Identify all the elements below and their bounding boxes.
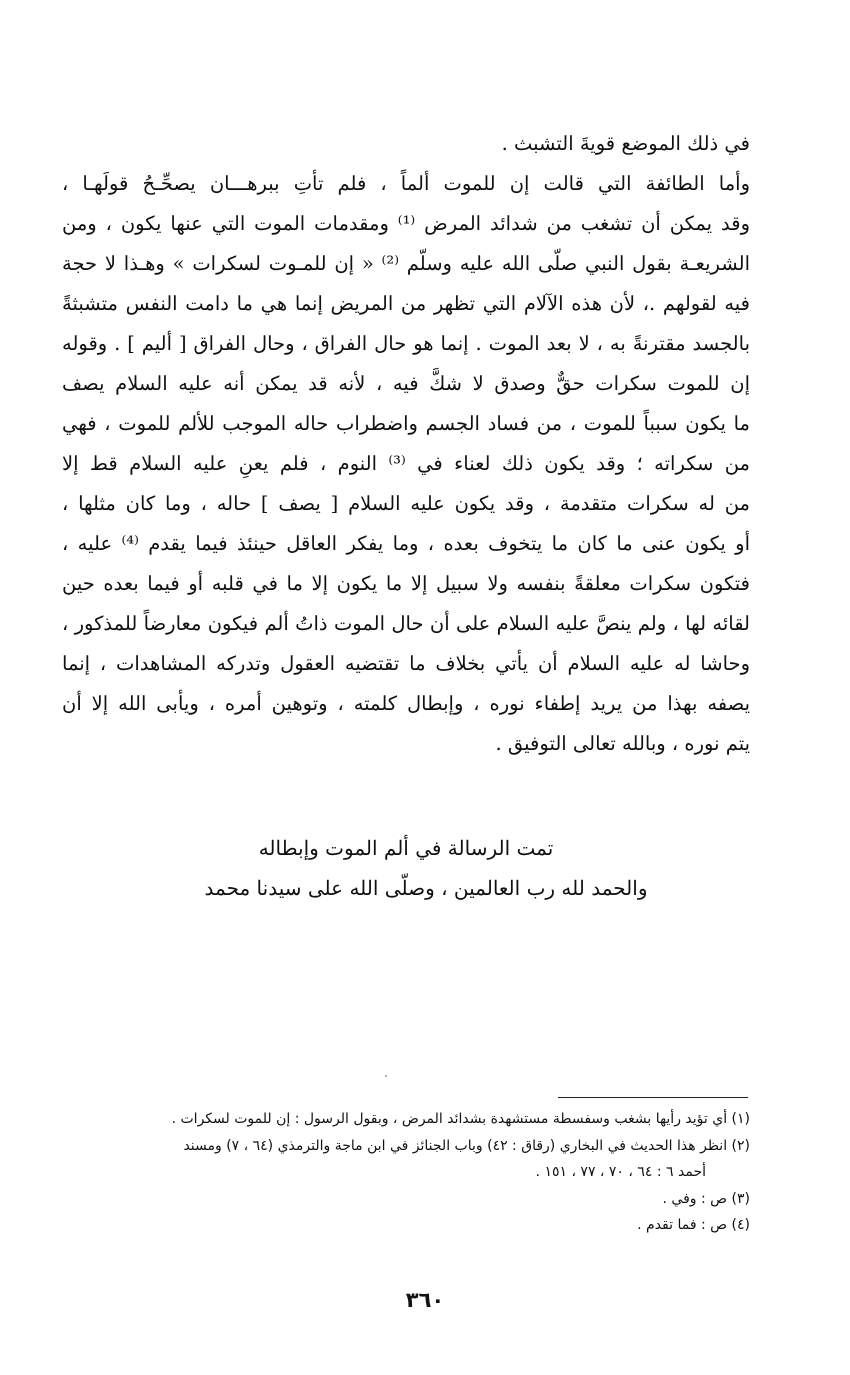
footnote: (٢) انظر هذا الحديث في البخاري (رقاق : ٤٢) وباب الجنائز في ابن ماجة والترمذي (٦٤ ، ٧) ومسند <box>183 1137 750 1154</box>
footnotes <box>80 1106 750 1239</box>
footnote: (٤) ص : فما تقدم . <box>637 1217 750 1233</box>
text-line: ما يكون سبباً للموت ، من فساد الجسم واضطراب حاله الموجب للألم للموت ، فهي <box>62 412 750 435</box>
text-line: وأما الطائفة التي قالت إن للموت ألماً ، فلم تأتِ ببرهـــان يصحِّـحُ قولَهـا ، <box>62 172 750 195</box>
text-line: فيه لقولهم .، لأن هذه الآلام التي تظهر من المريض إنما هي ما دامت النفس متشبثةً <box>62 292 750 315</box>
text-line: وقد يمكن أن تشغب من شدائد المرض ⁽¹⁾ ومقدمات الموت التي عنها يكون ، ومن <box>62 212 750 235</box>
text-line: فتكون سكرات معلقةً بنفسه ولا سبيل إلا ما يكون إلا ما في قلبه أو فيما بعده حين <box>62 572 750 595</box>
colophon-line: تمت الرسالة في ألم الموت وإبطاله <box>258 836 554 860</box>
page-number: ٣٦٠ <box>405 1288 445 1312</box>
footnote: (٣) ص : وفي . <box>662 1190 750 1207</box>
text-line: لقائه لها ، ولم ينصَّ عليه السلام على أن حال الموت ذاتُ ألم فيكون معارضاً للمذكور ، <box>62 612 750 635</box>
footnote: (١) أي تؤيد رأيها بشغب وسفسطة مستشهدة بشدائد المرض ، وبقول الرسول : إن للموت لسكرات . <box>171 1111 750 1127</box>
text-line: أو يكون عنى ما كان ما يتخوف بعده ، وما يفكر العاقل حينئذ فيما يقدم ⁽⁴⁾ عليه ، <box>62 532 750 555</box>
text-line: وحاشا له عليه السلام أن يأتي بخلاف ما تقتضيه العقول وتدركه المشاهدات ، إنما <box>62 652 750 675</box>
text-line: الشريعـة بقول النبي صلّى الله عليه وسلّم ⁽²⁾ « إن للمـوت لسكرات » وهـذا لا حجة <box>62 252 750 275</box>
footnote-continuation: أحمد ٦ : ٦٤ ، ٧٠ ، ٧٧ ، ١٥١ . <box>535 1164 706 1180</box>
colophon-line: والحمد لله رب العالمين ، وصلّى الله على سيدنا محمد <box>204 876 648 900</box>
closing-colophon <box>62 828 750 908</box>
text-line: من له سكرات متقدمة ، وقد يكون عليه السلام [ يصف ] حاله ، وما كان مثلها ، <box>62 492 750 515</box>
text-line: في ذلك الموضع قويةَ التشبث . <box>501 132 750 155</box>
text-line: إن للموت سكرات حقٌّ وصدق لا شكَّ فيه ، لأنه قد يمكن أنه عليه السلام يصف <box>62 372 750 395</box>
text-line: بالجسد مقترنةً به ، لا بعد الموت . إنما هو حال الفراق ، وحال الفراق [ أليم ] . وقوله <box>62 332 750 355</box>
page-speck <box>385 1075 387 1077</box>
text-line: يصفه بهذا من يريد إطفاء نوره ، وإبطال كلمته ، وتوهين أمره ، ويأبى الله إلا أن <box>62 692 750 715</box>
footnote-separator <box>558 1097 748 1098</box>
main-text <box>62 124 750 764</box>
text-line: يتم نوره ، وبالله تعالى التوفيق . <box>495 732 750 755</box>
text-line: من سكراته ؛ وقد يكون ذلك لعناء في ⁽³⁾ النوم ، فلم يعنِ عليه السلام قط إلا <box>62 452 750 475</box>
